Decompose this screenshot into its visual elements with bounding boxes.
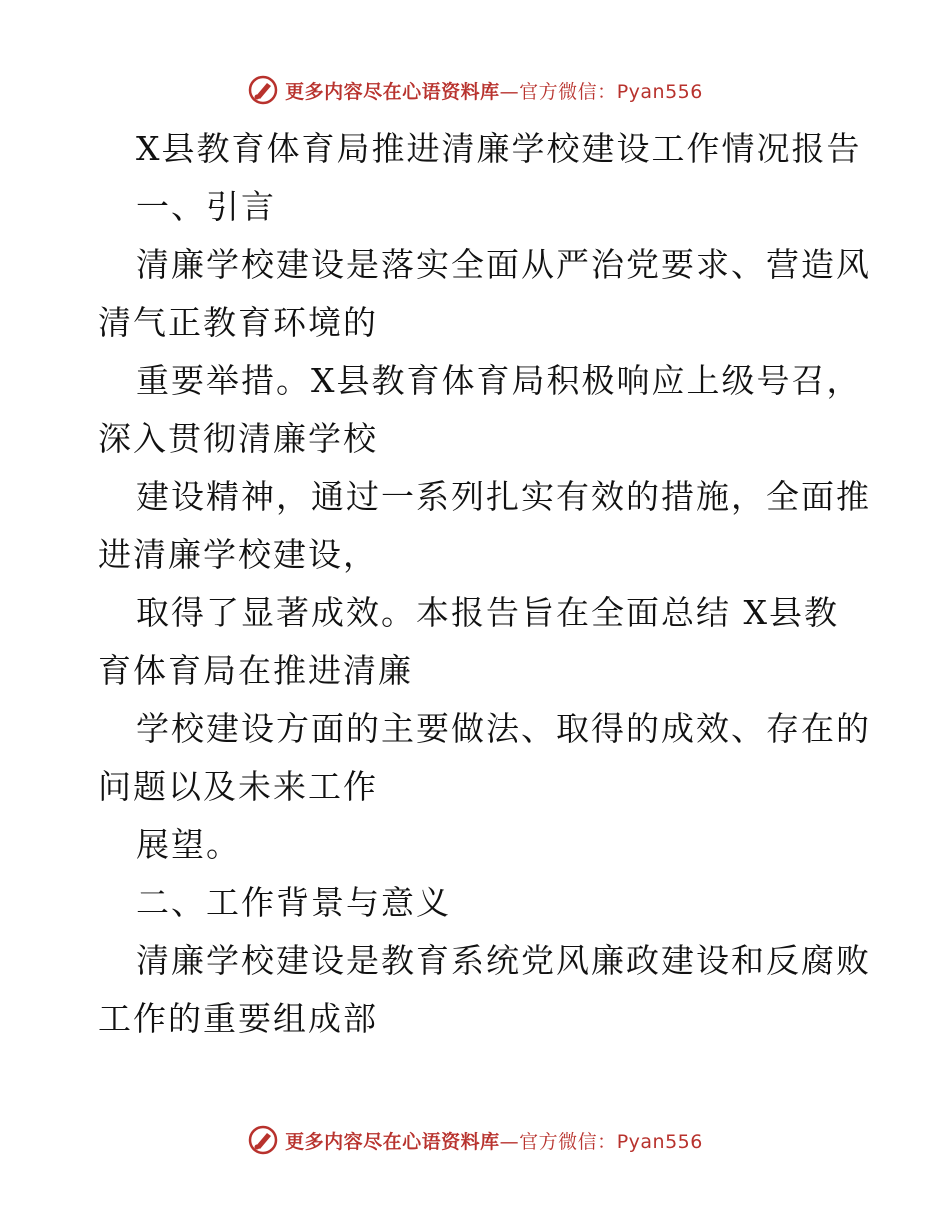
paragraph-line: 工作的重要组成部 [98,999,378,1038]
paragraph-line: 育体育局在推进清廉 [98,651,413,690]
paragraph-line: 取得了显著成效。本报告旨在全面总结 X县教 [136,593,839,632]
watermark-separator: — [499,80,520,103]
document-body [98,120,871,1048]
paragraph-line: 清廉学校建设是落实全面从严治党要求、营造风 [136,245,871,284]
section-heading-intro: 一、引言 [136,187,276,226]
brush-logo-icon [247,1124,279,1156]
brush-logo-icon [247,74,279,106]
header-watermark [0,70,950,110]
watermark-site-text: 更多内容尽在心语资料库 [285,1130,500,1153]
paragraph-line: 清廉学校建设是教育系统党风廉政建设和反腐败 [136,941,871,980]
paragraph-line: 深入贯彻清廉学校 [98,419,378,458]
paragraph-line: 问题以及未来工作 [98,767,378,806]
watermark-wechat-label: 官方微信： [519,1130,617,1153]
watermark-wechat-id: Pyan556 [616,1130,703,1153]
watermark-wechat-id: Pyan556 [616,80,703,103]
section-heading-background: 二、工作背景与意义 [136,883,451,922]
watermark-separator: — [499,1130,520,1153]
paragraph-line: 展望。 [136,825,241,864]
watermark-wechat-label: 官方微信： [519,80,617,103]
paragraph-line: 学校建设方面的主要做法、取得的成效、存在的 [136,709,871,748]
footer-watermark [0,1120,950,1160]
paragraph-line: 清气正教育环境的 [98,303,378,342]
paragraph-line: 重要举措。X县教育体育局积极响应上级号召， [136,361,862,400]
paragraph-line: 进清廉学校建设， [98,535,378,574]
document-title: X县教育体育局推进清廉学校建设工作情况报告 [136,129,862,168]
watermark-site-text: 更多内容尽在心语资料库 [285,80,500,103]
paragraph-line: 建设精神，通过一系列扎实有效的措施，全面推 [136,477,871,516]
